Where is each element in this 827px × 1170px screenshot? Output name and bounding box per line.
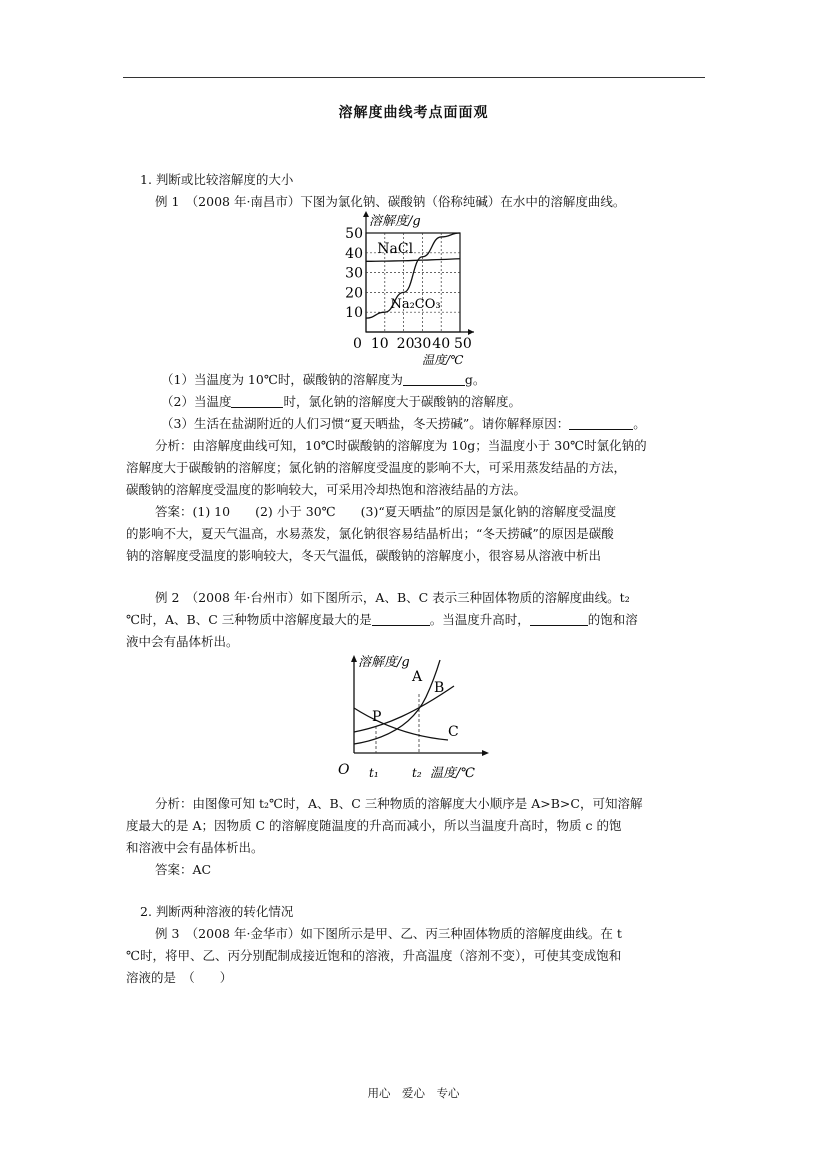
series-label-a: A <box>412 669 423 685</box>
series-label-nacl: NaCl <box>377 240 414 257</box>
y-tick-label: 20 <box>345 285 363 302</box>
x-tick-label: 10 <box>370 336 389 352</box>
intersection-label-p: P <box>372 709 382 725</box>
example-1-answer-line-2: 的影响不大，夏天气温高，水易蒸发，氯化钠很容易结晶析出；“冬天捞碱”的原因是碳酸 <box>126 526 614 541</box>
x-axis-arrow <box>468 329 474 335</box>
section-heading-2: 2. 判断两种溶液的转化情况 <box>140 904 294 919</box>
example-1-analysis-line-2: 溶解度大于碳酸钠的溶解度；氯化钠的溶解度受温度的影响不大，可采用蒸发结晶的方法， <box>126 460 627 475</box>
x-axis-label: 温度/℃ <box>430 766 475 781</box>
y-tick-label: 30 <box>345 265 363 282</box>
chart-abc-curves <box>336 652 492 782</box>
example-1-answer-line-3: 钠的溶解度受温度的影响较大，冬天气温低，碳酸钠的溶解度小，很容易从溶液中析出 <box>126 548 602 563</box>
y-axis-label: 溶解度/g <box>369 214 421 229</box>
example-1-question-3: （3）生活在盐湖附近的人们习惯“夏天晒盐，冬天捞碱”。请你解释原因： 。 <box>161 416 646 431</box>
x-tick-label: 0 <box>353 336 362 352</box>
y-axis-arrow <box>351 655 357 662</box>
origin-label: O <box>338 762 350 778</box>
x-tick-label: 30 <box>413 336 432 352</box>
example-2-intro-line-1: 例 2 （2008 年·台州市）如下图所示，A、B、C 表示三种固体物质的溶解度曲线。t₂ <box>155 590 630 605</box>
example-2-analysis-line-3: 和溶液中会有晶体析出。 <box>126 840 264 855</box>
example-1-question-2: （2）当温度 时，氯化钠的溶解度大于碳酸钠的溶解度。 <box>161 394 521 409</box>
chart-nacl-na2co3 <box>335 207 495 367</box>
example-3-intro-line-3: 溶液的是 （ ） <box>126 970 233 985</box>
x-tick-label: 20 <box>396 336 415 352</box>
example-1-intro: 例 1 （2008 年·南昌市）下图为氯化钠、碳酸钠（俗称纯碱）在水中的溶解度曲线。 <box>155 194 626 209</box>
y-tick-label: 50 <box>345 226 363 242</box>
header-rule <box>123 77 705 78</box>
page-title: 溶解度曲线考点面面观 <box>338 105 489 121</box>
x-axis-label: 温度/℃ <box>422 353 464 367</box>
example-1-question-1: （1）当温度为 10℃时，碳酸钠的溶解度为 g。 <box>161 372 486 387</box>
y-tick-label: 10 <box>345 305 363 322</box>
example-3-intro-line-1: 例 3 （2008 年·金华市）如下图所示是甲、乙、丙三种固体物质的溶解度曲线。在 t <box>155 926 622 941</box>
example-2-answer: 答案：AC <box>155 862 212 877</box>
x-tick-label-t1: t₁ <box>369 766 379 780</box>
x-tick-label: 50 <box>454 336 472 352</box>
example-3-intro-line-2: ℃时，将甲、乙、丙分别配制成接近饱和的溶液，升高温度（溶剂不变），可使其变成饱和 <box>126 948 622 963</box>
x-tick-label: 40 <box>432 336 451 352</box>
page-footer: 用心 爱心 专心 <box>367 1086 460 1100</box>
y-axis-label: 溶解度/g <box>358 655 410 670</box>
section-heading-1: 1. 判断或比较溶解度的大小 <box>140 172 294 187</box>
example-1-analysis-line-1: 分析：由溶解度曲线可知，10℃时碳酸钠的溶解度为 10g；当温度小于 30℃时氯化钠的 <box>155 438 647 453</box>
series-label-b: B <box>434 680 445 696</box>
x-axis-arrow <box>482 750 489 756</box>
series-line-a <box>354 660 440 744</box>
example-1-analysis-line-3: 碳酸钠的溶解度受温度的影响较大，可采用冷却热饱和溶液结晶的方法。 <box>126 482 527 497</box>
example-2-intro-line-3: 液中会有晶体析出。 <box>126 634 239 649</box>
example-2-analysis-line-1: 分析：由图像可知 t₂℃时，A、B、C 三种物质的溶解度大小顺序是 A>B>C，可知溶解 <box>155 796 643 811</box>
series-label-na2co3: Na₂CO₃ <box>390 297 441 313</box>
example-1-answer-line-1: 答案：(1) 10 (2) 小于 30℃ (3)“夏天晒盐”的原因是氯化钠的溶解度受温度 <box>155 504 617 519</box>
example-2-intro-line-2: ℃时，A、B、C 三种物质中溶解度最大的是 。当温度升高时， 的饱和溶 <box>126 612 638 627</box>
series-line-c <box>354 708 448 740</box>
x-tick-label-t2: t₂ <box>412 766 422 780</box>
example-2-analysis-line-2: 度最大的是 A；因物质 C 的溶解度随温度的升高而减小，所以当温度升高时，物质 c 的饱 <box>126 818 622 833</box>
series-label-c: C <box>448 724 459 740</box>
series-line-nacl <box>366 259 460 262</box>
y-tick-label: 40 <box>345 245 363 262</box>
